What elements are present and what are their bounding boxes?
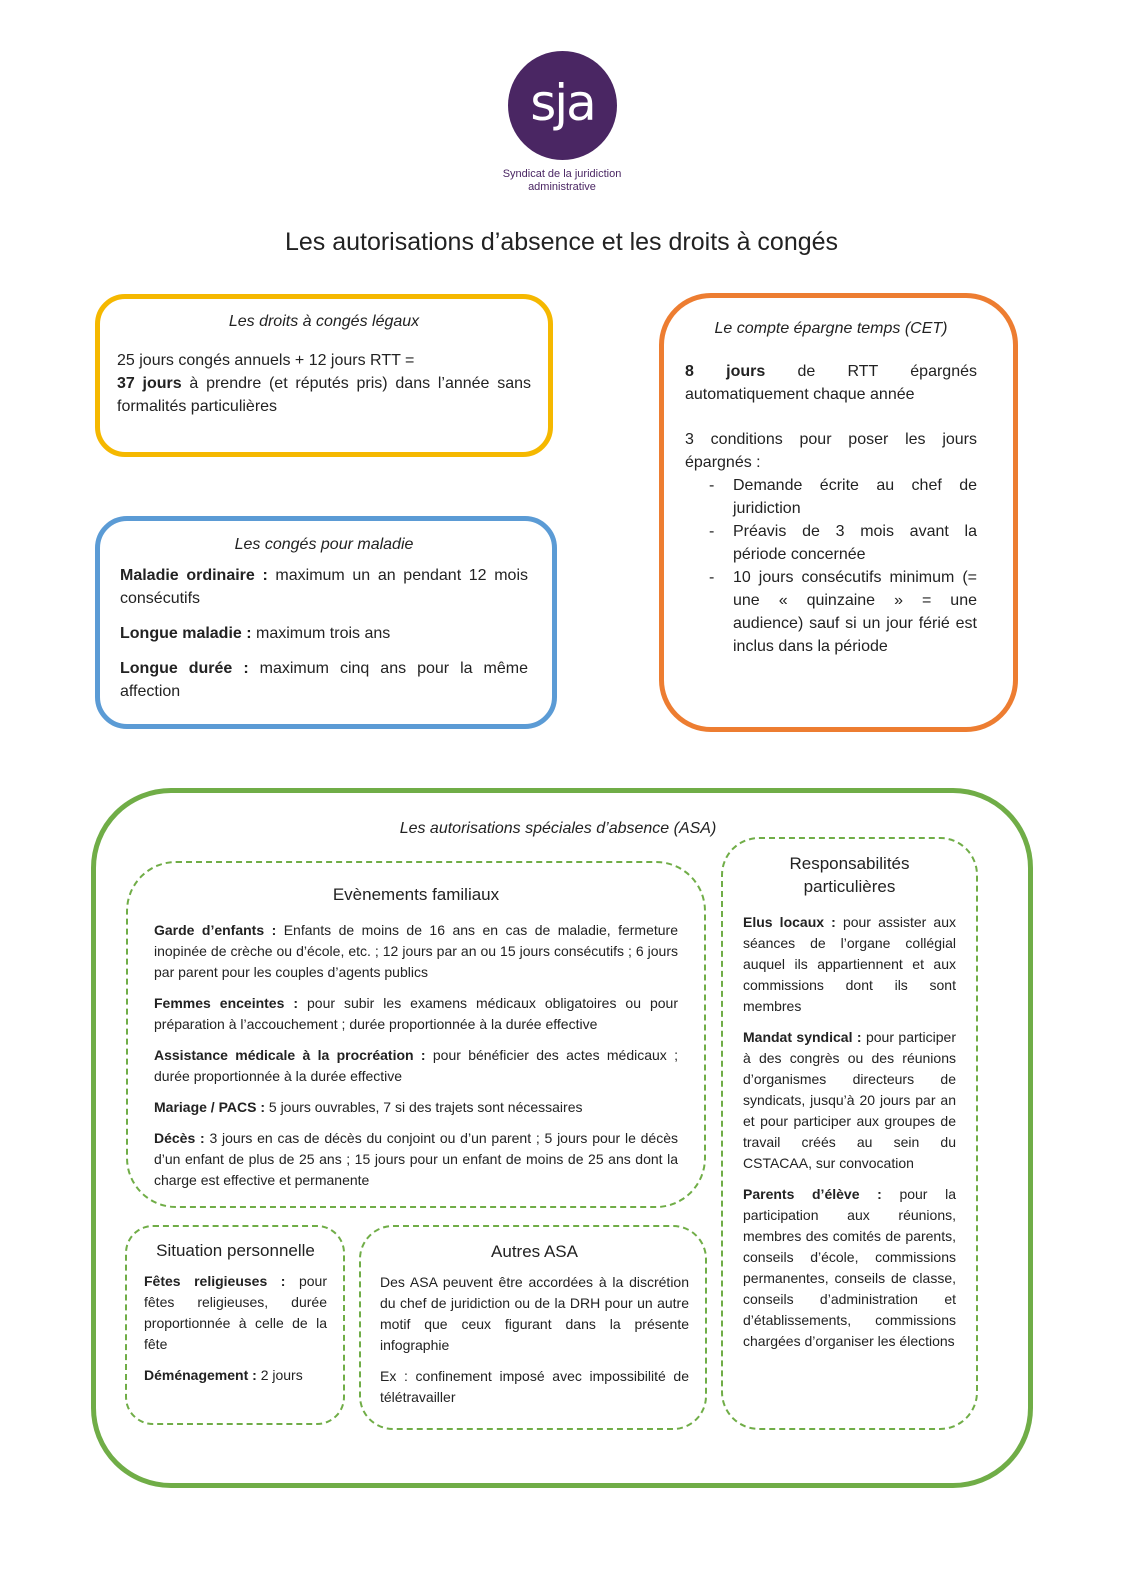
maladie-item-text: maximum cinq ans pour la même affection — [120, 660, 528, 700]
list-item — [154, 1128, 678, 1191]
list-item — [144, 1271, 327, 1355]
responsabilites-box — [721, 837, 978, 1430]
maladie-item-label: Longue maladie : — [120, 625, 252, 642]
list-item — [743, 1027, 956, 1174]
item-text: 2 jours — [256, 1367, 303, 1383]
maladie-item-label: Longue durée : — [120, 660, 249, 677]
item-label: Parents d’élève : — [743, 1186, 882, 1202]
list-item — [144, 1365, 327, 1386]
list-item — [154, 920, 678, 983]
cet-paragraph-2: 3 conditions pour poser les jours épargnés : — [685, 431, 977, 471]
item-label: Décès : — [154, 1130, 205, 1146]
item-label: Fêtes religieuses : — [144, 1273, 286, 1289]
item-label: Déménagement : — [144, 1367, 257, 1383]
list-item — [154, 993, 678, 1035]
sja-logo — [508, 51, 617, 160]
item-label: Mandat syndical : — [743, 1029, 862, 1045]
logo-caption-line2: administrative — [528, 181, 596, 193]
conges-legaux-line1: 25 jours congés annuels + 12 jours RTT = — [117, 352, 415, 369]
list-item — [743, 912, 956, 1017]
conges-legaux-title: Les droits à congés légaux — [228, 313, 420, 330]
list-item — [154, 1045, 678, 1087]
cet-conditions-list — [685, 474, 977, 658]
conges-legaux-line2-text: à prendre (et réputés pris) dans l’année sans formalités particulières — [117, 375, 531, 415]
cet-box — [659, 293, 1018, 732]
item-text: 3 jours en cas de décès du conjoint ou d’un parent ; 5 jours pour le décès d’un enfant de plus de 25 ans ; 15 jours pour un enfant de moins de 25 ans dont la charge est effective et permanente — [154, 1130, 678, 1188]
maladie-item-text: maximum un an pendant 12 mois consécutifs — [120, 567, 529, 607]
autres-asa-box — [359, 1225, 707, 1430]
item-label: Assistance médicale à la procréation : — [154, 1047, 426, 1063]
cet-paragraph-1 — [685, 360, 977, 406]
situation-personnelle-title: Situation personnelle — [156, 1241, 315, 1260]
list-item — [154, 1097, 678, 1118]
maladie-item — [120, 622, 528, 645]
maladie-item — [120, 564, 528, 610]
conges-maladie-box — [95, 516, 557, 729]
evenements-familiaux-box — [126, 861, 706, 1208]
list-item — [743, 1184, 956, 1352]
cet-bold: 8 jours — [685, 363, 766, 380]
conges-maladie-title: Les congés pour maladie — [234, 536, 414, 553]
list-item: - Demande écrite au chef de juridiction — [685, 474, 977, 520]
item-text: pour participer à des congrès ou des réunions d’organismes directeurs de syndicats, jusqu’à 20 jours par an et pour participer aux groupes de travail créés au sein du CSTACAA, sur convocation — [743, 1029, 956, 1171]
autres-asa-paragraph-1: Des ASA peuvent être accordées à la discrétion du chef de juridiction ou de la DRH pour un autre motif que ceux figurant dans la présente infographie — [380, 1274, 689, 1353]
item-text: pour bénéficier des actes médicaux ; durée proportionnée à la durée effective — [154, 1047, 678, 1084]
item-text: Enfants de moins de 16 ans en cas de maladie, fermeture inopinée de crèche ou d’école, etc. ; 12 jours par an ou 15 jours consécutifs ; 6 jours par parent pour les couples d’agents publics — [154, 922, 678, 980]
list-item: - Préavis de 3 mois avant la période concernée — [685, 520, 977, 566]
conges-legaux-bold: 37 jours — [117, 375, 182, 392]
autres-asa-paragraph-2: Ex : confinement imposé avec impossibilité de télétravailler — [380, 1368, 689, 1405]
maladie-item — [120, 657, 528, 703]
logo-text: sja — [530, 73, 595, 132]
item-text: pour fêtes religieuses, durée proportionnée à celle de la fête — [144, 1273, 327, 1352]
logo-caption — [470, 168, 654, 194]
situation-personnelle-box — [125, 1225, 345, 1425]
item-label: Mariage / PACS : — [154, 1099, 265, 1115]
item-text: pour la participation aux réunions, membres des comités de parents, conseils d’école, commissions permanentes, conseils de classe, conseils d’administration et d’établissements, commissions chargées d’organiser les élections — [743, 1186, 957, 1349]
item-text: pour subir les examens médicaux obligatoires ou pour préparation à l’accouchement ; durée proportionnée à la durée effective — [154, 995, 678, 1032]
evenements-familiaux-title: Evènements familiaux — [332, 885, 500, 904]
maladie-item-label: Maladie ordinaire : — [120, 567, 268, 584]
item-label: Garde d’enfants : — [154, 922, 277, 938]
item-label: Femmes enceintes : — [154, 995, 299, 1011]
conges-legaux-box — [95, 294, 553, 457]
responsabilites-title-line1: Responsabilités — [789, 854, 910, 873]
maladie-item-text: maximum trois ans — [251, 625, 391, 642]
item-label: Elus locaux : — [743, 914, 836, 930]
cet-title: Le compte épargne temps (CET) — [714, 320, 948, 337]
page-title: Les autorisations d’absence et les droits à congés — [284, 228, 839, 256]
item-text: pour assister aux séances de l’organe collégial auquel ils appartiennent et aux commissions dont ils sont membres — [743, 914, 957, 1014]
asa-title: Les autorisations spéciales d’absence (ASA) — [399, 820, 717, 837]
responsabilites-title-line2: particulières — [803, 877, 896, 896]
list-item: - 10 jours consécutifs minimum (= une « quinzaine » = une audience) sauf si un jour férié est inclus dans la période — [685, 566, 977, 658]
logo-caption-line1: Syndicat de la juridiction — [502, 168, 622, 180]
autres-asa-title: Autres ASA — [491, 1242, 578, 1261]
item-text: 5 jours ouvrables, 7 si des trajets sont nécessaires — [265, 1099, 583, 1115]
conges-legaux-line2 — [117, 372, 531, 418]
cet-p1-text: de RTT épargnés automatiquement chaque année — [685, 363, 977, 403]
